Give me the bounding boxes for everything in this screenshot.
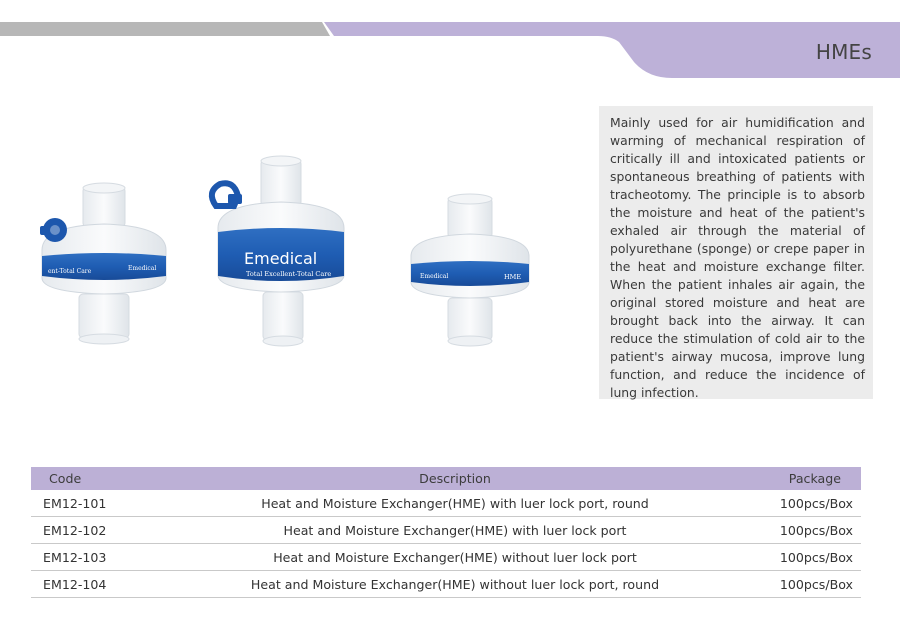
device1-logo: Emedical [128, 265, 157, 272]
gray-band [0, 22, 330, 36]
row-description: Heat and Moisture Exchanger(HME) with luer lock port, round [179, 490, 731, 517]
header-code: Code [31, 467, 179, 490]
table-row [31, 490, 861, 517]
device3-band-text: HME [504, 273, 522, 281]
purple-band [324, 22, 900, 78]
table-row [31, 544, 861, 571]
product-table [31, 467, 861, 598]
table-row [31, 571, 861, 598]
row-code: EM12-101 [31, 490, 179, 517]
device2-logo: Emedical [244, 249, 318, 268]
description-box [599, 106, 873, 399]
product-photo [20, 140, 580, 370]
row-code: EM12-102 [31, 517, 179, 544]
row-description: Heat and Moisture Exchanger(HME) without luer lock port [179, 544, 731, 571]
row-package: 100pcs/Box [731, 517, 861, 544]
table-row [31, 517, 861, 544]
hme-device-luer [212, 156, 344, 346]
hme-device-round [411, 194, 529, 346]
header-band [0, 0, 900, 80]
row-description: Heat and Moisture Exchanger(HME) without luer lock port, round [179, 571, 731, 598]
page-title: HMEs [815, 40, 872, 64]
header-description: Description [179, 467, 731, 490]
table-header-row [31, 467, 861, 490]
hme-device-round-luer [40, 183, 166, 344]
device3-logo: Emedical [420, 273, 449, 280]
device2-band-text: Total Excellent-Total Care [246, 270, 332, 278]
row-code: EM12-104 [31, 571, 179, 598]
row-description: Heat and Moisture Exchanger(HME) with luer lock port [179, 517, 731, 544]
row-package: 100pcs/Box [731, 571, 861, 598]
device1-band-text: ent-Total Care [48, 268, 92, 275]
row-package: 100pcs/Box [731, 544, 861, 571]
row-package: 100pcs/Box [731, 490, 861, 517]
description-text: Mainly used for air humidification and warming of mechanical respiration of critically ill and intoxicated patients or spontaneous breathing of patients with tracheotomy. The principle is to absorb the moisture and heat of the patient's exhaled air through the material of polyurethane (sponge) or crepe paper in the heat and moisture exchange filter. When the patient inhales air again, the original stored moisture and heat are brought back into the airway. It can reduce the stimulation of cold air to the patient's airway mucosa, improve lung function, and reduce the incidence of lung infection. [610, 115, 865, 400]
header-package: Package [731, 467, 861, 490]
row-code: EM12-103 [31, 544, 179, 571]
